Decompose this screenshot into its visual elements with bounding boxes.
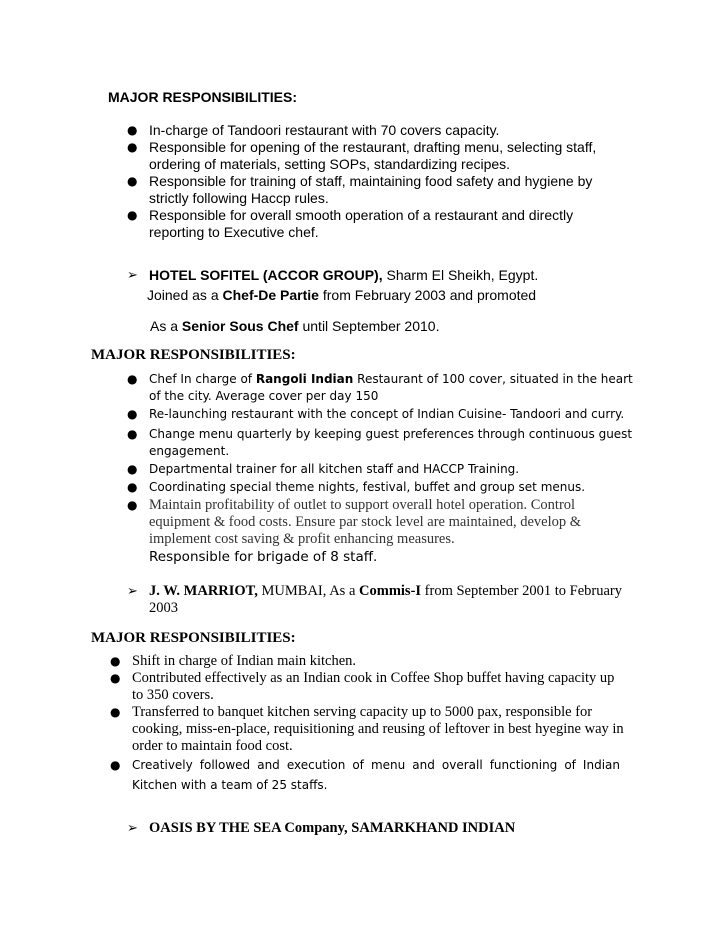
company-name: OASIS BY THE SEA Company — [149, 820, 345, 836]
job-title-marriot-continued: 2003 — [149, 600, 178, 616]
job-promotion-line2 — [150, 318, 439, 335]
brigade-line: Responsible for brigade of 8 staff. — [149, 549, 378, 565]
job-title-marriot — [149, 583, 622, 600]
text: Joined as a — [147, 287, 223, 303]
list-item-continued: reporting to Executive chef. — [149, 224, 319, 240]
list-item-continued: order to maintain food cost. — [132, 738, 293, 754]
bullet-icon: ● — [110, 654, 121, 668]
text: MUMBAI, As a — [257, 583, 360, 599]
bullet-icon: ● — [127, 480, 138, 494]
text: from February 2003 and promoted — [318, 287, 537, 303]
role: Chef-De Partie — [222, 287, 319, 303]
text: until September 2010. — [298, 318, 440, 334]
list-item: Departmental trainer for all kitchen staff and HACCP Training. — [149, 462, 520, 476]
list-item: In-charge of Tandoori restaurant with 70 covers capacity. — [149, 122, 500, 138]
text: from September 2001 to February — [421, 583, 622, 599]
list-item-continued: to 350 covers. — [132, 687, 214, 703]
list-item-continued: cooking, miss-en-place, requisitioning and reusing of leftover in best hyegine way in — [132, 721, 624, 737]
arrow-bullet-icon: ➢ — [127, 821, 138, 836]
text: As a — [150, 318, 182, 334]
bullet-icon: ● — [110, 671, 121, 685]
arrow-bullet-icon: ➢ — [127, 268, 138, 283]
list-item: Coordinating special theme nights, festival, buffet and group set menus. — [149, 480, 586, 494]
list-item-continued: ordering of materials, setting SOPs, standardizing recipes. — [149, 156, 511, 172]
list-item-continued: equipment & food costs. Ensure par stock level are maintained, develop & — [149, 514, 582, 530]
section2-heading: MAJOR RESPONSIBILITIES: — [91, 347, 296, 363]
job-title-oasis — [149, 820, 515, 837]
list-item: Maintain profitability of outlet to support overall hotel operation. Control — [149, 497, 576, 513]
list-item: Responsible for overall smooth operation of a restaurant and directly — [149, 207, 574, 223]
list-item-continued: engagement. — [149, 444, 230, 458]
bullet-icon: ● — [127, 208, 138, 222]
list-item-continued: Kitchen with a team of 25 staffs. — [132, 778, 328, 792]
list-item: Re-launching restaurant with the concept of Indian Cuisine- Tandoori and curry. — [149, 407, 625, 421]
text: , SAMARKHAND INDIAN — [344, 820, 516, 836]
bullet-icon: ● — [127, 498, 138, 512]
role: Commis-I — [359, 583, 422, 599]
bullet-icon: ● — [127, 372, 138, 386]
role: Senior Sous Chef — [181, 318, 299, 334]
list-item: Responsible for opening of the restaurant, drafting menu, selecting staff, — [149, 139, 597, 155]
section3-heading: MAJOR RESPONSIBILITIES: — [91, 630, 296, 646]
list-item: Transferred to banquet kitchen serving capacity up to 5000 pax, responsible for — [132, 704, 593, 720]
list-item — [149, 371, 633, 388]
bullet-icon: ● — [127, 140, 138, 154]
job-promotion-line — [147, 287, 536, 304]
list-item: Creatively followed and execution of menu and overall functioning of Indian — [132, 758, 620, 772]
section1-heading: MAJOR RESPONSIBILITIES: — [108, 89, 298, 105]
company-name: J. W. MARRIOT, — [149, 583, 258, 599]
arrow-bullet-icon: ➢ — [127, 584, 138, 599]
text: Chef In charge of — [149, 372, 256, 386]
job-title-sofitel — [149, 267, 538, 284]
bullet-icon: ● — [127, 123, 138, 137]
restaurant-name: Rangoli Indian — [255, 372, 354, 386]
bullet-icon: ● — [127, 407, 138, 421]
bullet-icon: ● — [127, 427, 138, 441]
list-item-continued: strictly following Haccp rules. — [149, 190, 329, 206]
list-item-continued: implement cost saving & profit enhancing measures. — [149, 531, 455, 547]
company-name: HOTEL SOFITEL (ACCOR GROUP), — [149, 267, 383, 283]
list-item: Contributed effectively as an Indian cook in Coffee Shop buffet having capacity up — [132, 670, 615, 686]
bullet-icon: ● — [110, 758, 121, 772]
bullet-icon: ● — [110, 705, 121, 719]
bullet-icon: ● — [127, 174, 138, 188]
text: Restaurant of 100 cover, situated in the heart — [353, 372, 633, 386]
list-item-continued: of the city. Average cover per day 150 — [149, 389, 379, 403]
list-item: Responsible for training of staff, maintaining food safety and hygiene by — [149, 173, 593, 189]
list-item: Change menu quarterly by keeping guest preferences through continuous guest — [149, 427, 633, 441]
bullet-icon: ● — [127, 462, 138, 476]
company-location: Sharm El Sheikh, Egypt. — [382, 267, 539, 283]
list-item: Shift in charge of Indian main kitchen. — [132, 653, 357, 669]
